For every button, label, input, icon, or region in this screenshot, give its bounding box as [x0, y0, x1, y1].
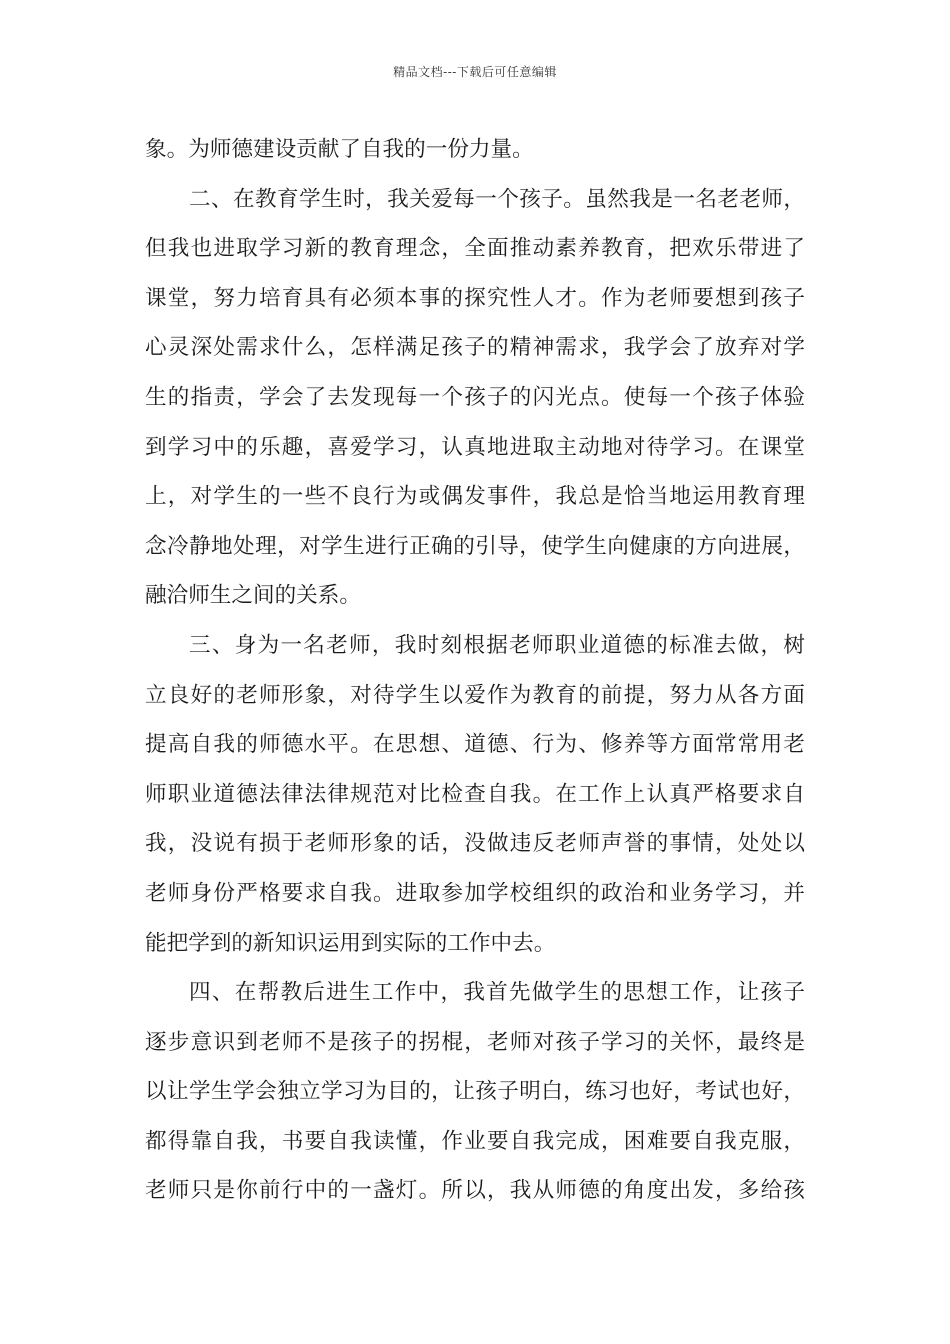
text-line: 但我也进取学习新的教育理念，全面推动素养教育，把欢乐带进了	[145, 236, 805, 262]
text-line: 课堂，努力培育具有必须本事的探究性人才。作为老师要想到孩子	[145, 285, 805, 311]
text-line: 心灵深处需求什么，怎样满足孩子的精神需求，我学会了放弃对学	[145, 335, 805, 361]
document-body	[145, 132, 805, 1223]
paragraph-start-line: 三、身为一名老师，我时刻根据老师职业道德的标准去做，树	[189, 632, 805, 658]
text-line: 上，对学生的一些不良行为或偶发事件，我总是恰当地运用教育理	[145, 484, 805, 510]
text-line: 生的指责，学会了去发现每一个孩子的闪光点。使每一个孩子体验	[145, 384, 805, 410]
text-line: 都得靠自我，书要自我读懂，作业要自我完成，困难要自我克服，	[145, 1128, 805, 1154]
text-line: 以让学生学会独立学习为目的，让孩子明白，练习也好，考试也好，	[145, 1079, 805, 1105]
text-line: 老师身份严格要求自我。进取参加学校组织的政治和业务学习，并	[145, 880, 805, 906]
text-line: 到学习中的乐趣，喜爱学习，认真地进取主动地对待学习。在课堂	[145, 434, 805, 460]
paragraph-start-line: 四、在帮教后进生工作中，我首先做学生的思想工作，让孩子	[189, 980, 805, 1006]
text-line: 逐步意识到老师不是孩子的拐棍，老师对孩子学习的关怀，最终是	[145, 1029, 805, 1055]
text-line: 我，没说有损于老师形象的话，没做违反老师声誉的事情，处处以	[145, 831, 805, 857]
text-line: 能把学到的新知识运用到实际的工作中去。	[145, 930, 556, 956]
text-line: 象。为师德建设贡献了自我的一份力量。	[145, 137, 534, 162]
text-line: 融洽师生之间的关系。	[145, 583, 361, 609]
text-line: 立良好的老师形象，对待学生以爱作为教育的前提，努力从各方面	[145, 682, 805, 708]
text-line: 师职业道德法律法律规范对比检查自我。在工作上认真严格要求自	[145, 781, 805, 807]
paragraph-start-line: 二、在教育学生时，我关爱每一个孩子。虽然我是一名老老师，	[189, 186, 805, 212]
text-line: 老师只是你前行中的一盏灯。所以，我从师德的角度出发，多给孩	[145, 1178, 805, 1204]
text-line: 提高自我的师德水平。在思想、道德、行为、修养等方面常常用老	[145, 732, 805, 758]
text-line: 念冷静地处理，对学生进行正确的引导，使学生向健康的方向进展，	[145, 533, 805, 559]
page-header: 精品文档---下载后可任意编辑	[393, 65, 557, 79]
